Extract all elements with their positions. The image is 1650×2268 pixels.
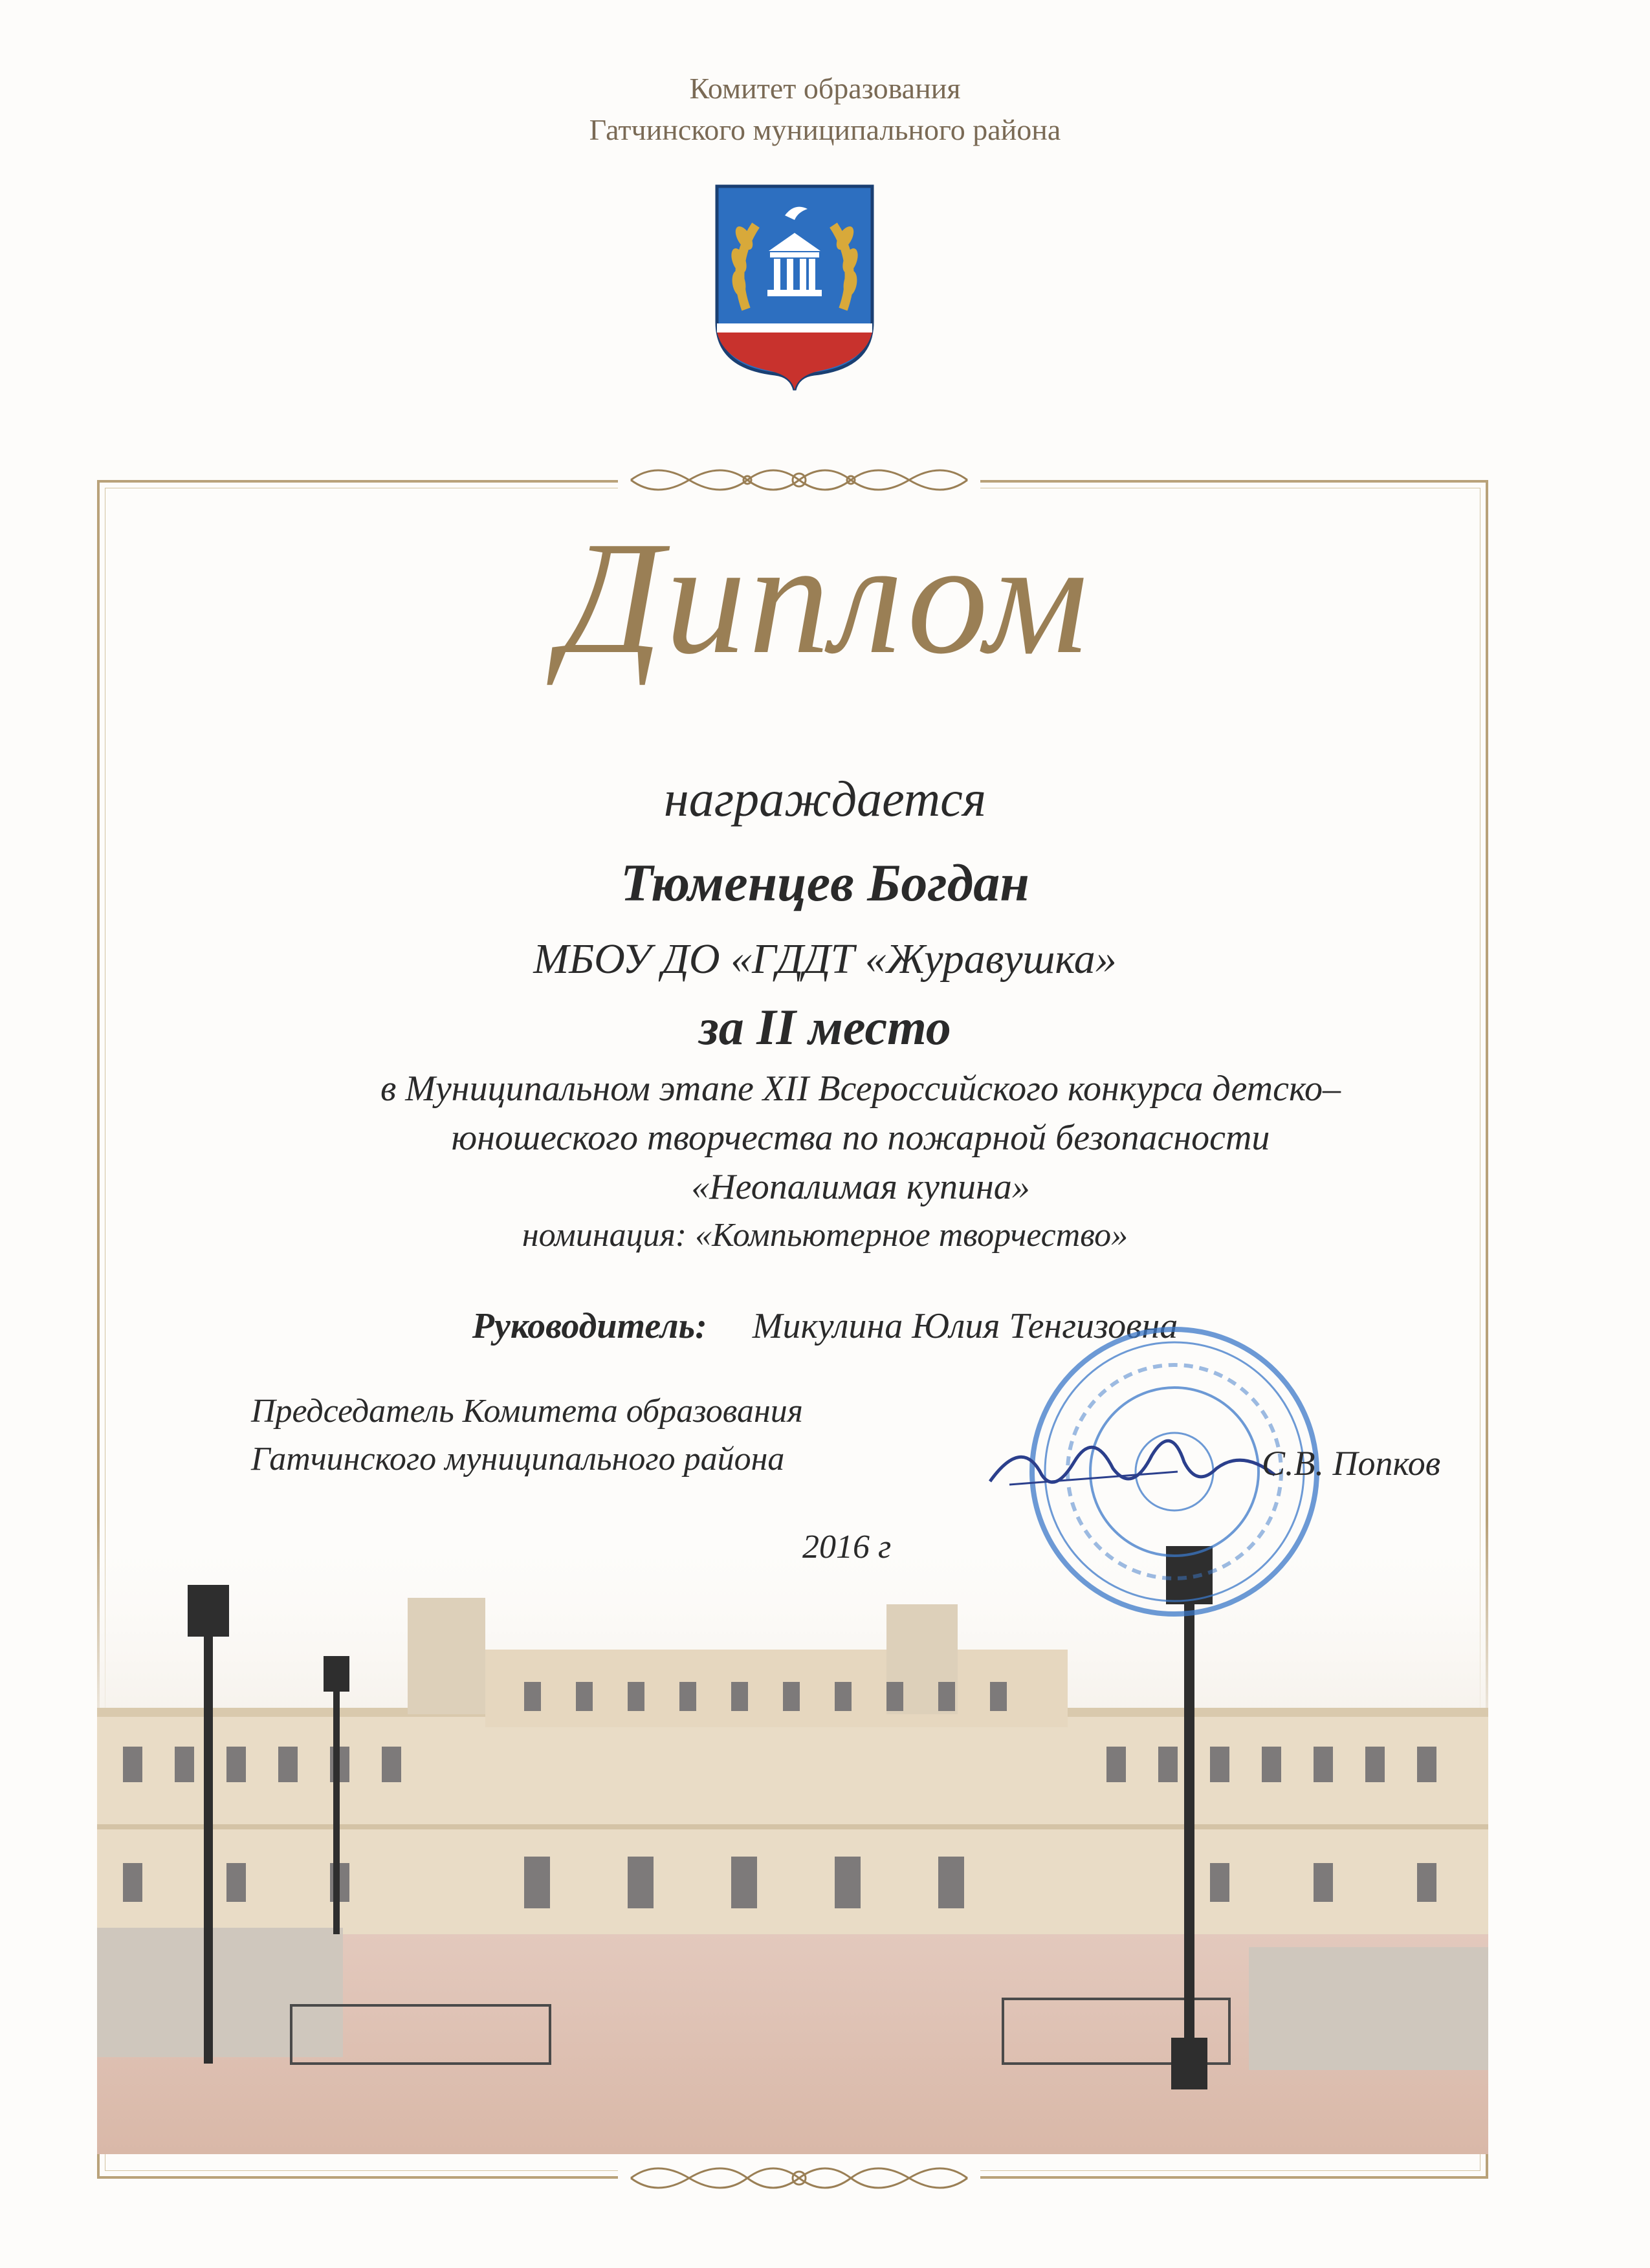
award-reason bbox=[311, 1064, 1411, 1212]
reason-line-1: в Муниципальном этапе XII Всероссийского конкурса детско– bbox=[380, 1069, 1341, 1109]
leader-row bbox=[0, 1300, 1650, 1352]
signature-icon bbox=[984, 1423, 1281, 1501]
nomination: номинация: «Компьютерное творчество» bbox=[522, 1217, 1128, 1254]
chair-line-2: Гатчинского муниципального района bbox=[251, 1441, 785, 1477]
issue-year: 2016 г bbox=[802, 1529, 892, 1565]
leader-name: Микулина Юлия Тенгизовна bbox=[752, 1306, 1178, 1346]
reason-line-2: юношеского творчества по пожарной безопасности bbox=[451, 1118, 1270, 1158]
certificate-title: Диплом bbox=[559, 508, 1091, 688]
award-place: за II место bbox=[699, 999, 951, 1055]
leader-label: Руководитель: bbox=[472, 1306, 707, 1346]
chair-title bbox=[251, 1388, 963, 1483]
reason-line-3: «Неопалимая купина» bbox=[691, 1167, 1030, 1207]
issuer-line-1: Комитет образования bbox=[689, 72, 961, 105]
recipient-name: Тюменцев Богдан bbox=[621, 853, 1029, 912]
recipient-organization: МБОУ ДО «ГДДТ «Журавушка» bbox=[533, 935, 1117, 983]
ornament-icon bbox=[618, 2152, 980, 2204]
signer-name: С.В. Попков bbox=[1262, 1444, 1441, 1483]
issuer-line-2: Гатчинского муниципального района bbox=[589, 113, 1061, 146]
coat-of-arms-icon bbox=[710, 180, 879, 393]
chair-line-1: Председатель Комитета образования bbox=[251, 1393, 803, 1430]
awarded-text: награждается bbox=[664, 770, 986, 827]
issuer-header bbox=[0, 68, 1650, 151]
